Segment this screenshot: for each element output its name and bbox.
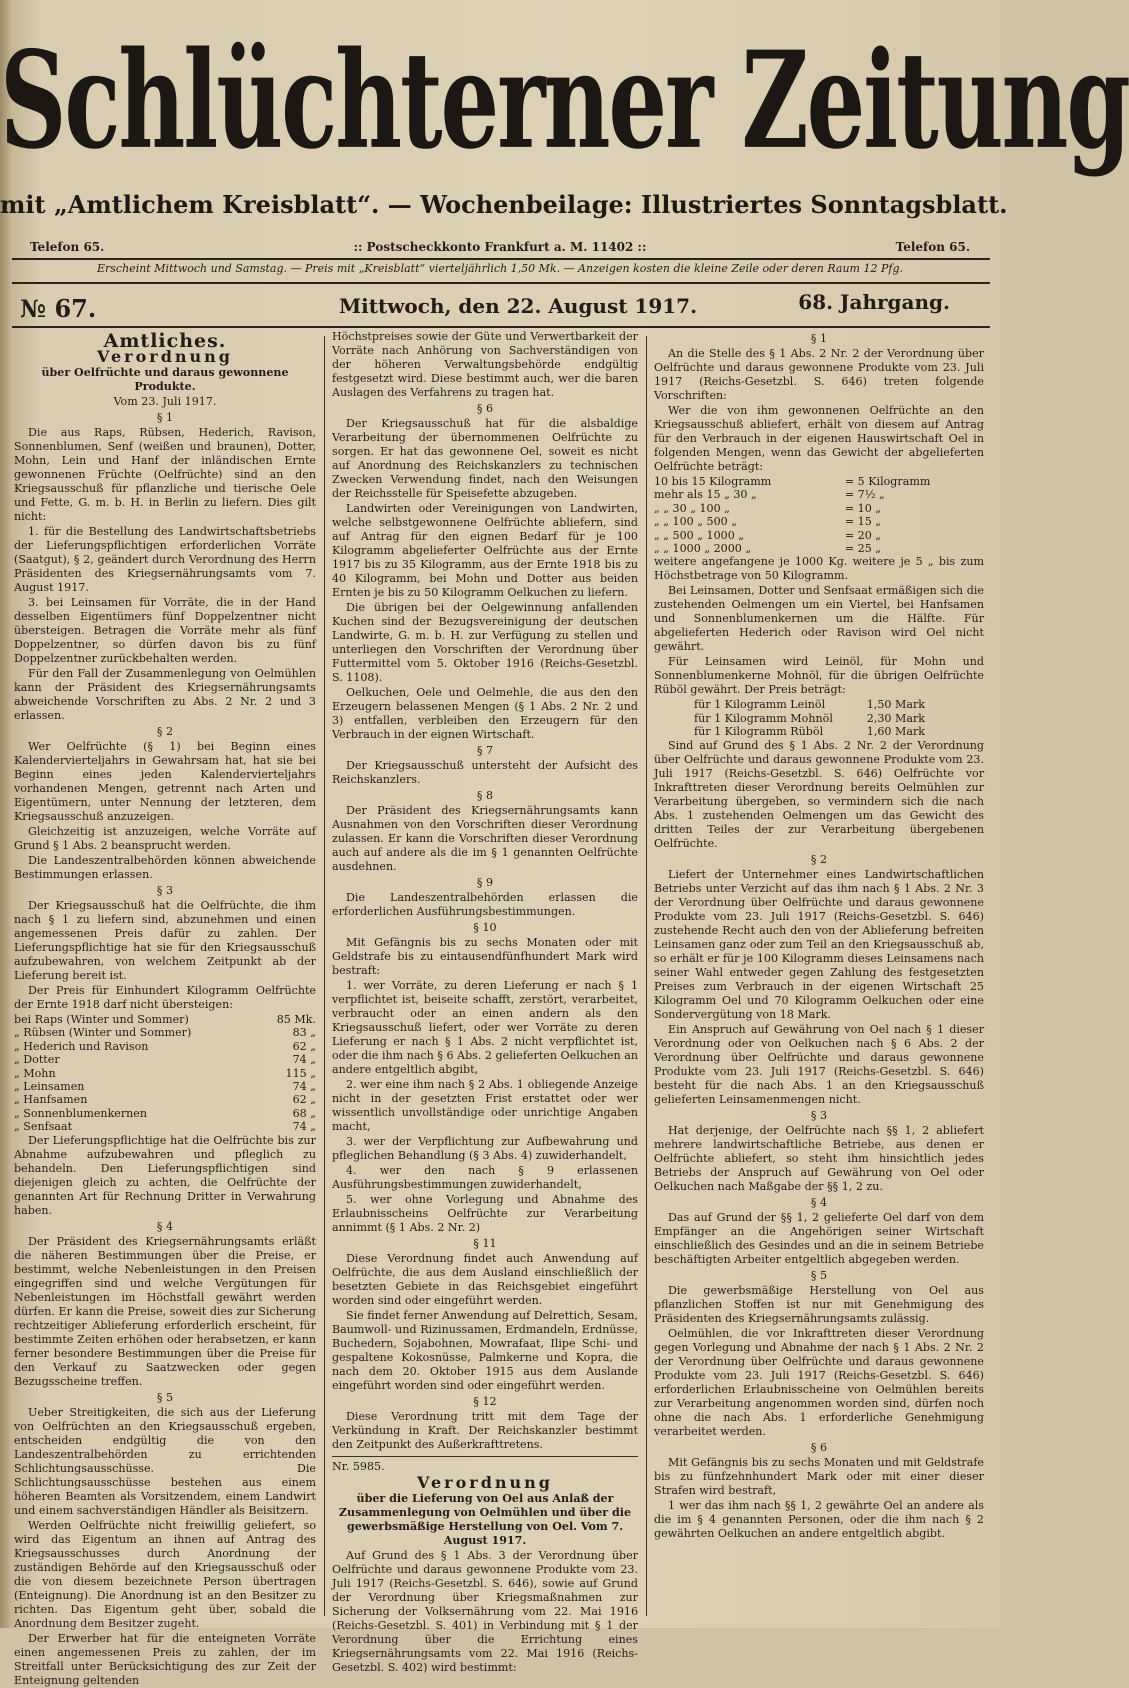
text-paragraph: Das auf Grund der §§ 1, 2 gelieferte Oel darf von dem Empfänger an die Angehörigen seiner Wirtschaft einschließlich des Gesindes und an die in seinem Betriebe beschäftigten Arbeiter entgeltlich abgegeben werden.	[654, 1210, 984, 1266]
paragraph-number: § 1	[810, 332, 828, 345]
quantity-row	[654, 475, 984, 488]
masthead	[0, 22, 1129, 179]
paragraph-number: § 5	[156, 1390, 174, 1404]
price-row	[14, 1053, 316, 1066]
paragraph-number: § 2	[156, 725, 174, 738]
text-paragraph: Mit Gefängnis bis zu sechs Monaten oder mit Geldstrafe bis zu eintausendfünfhundert Mark wird bestraft:	[332, 936, 638, 977]
column-divider	[324, 336, 325, 1616]
issue-date: Mittwoch, den 22. August 1917.	[339, 294, 698, 318]
quantity-row	[654, 515, 984, 528]
price-row	[14, 1040, 316, 1053]
text-paragraph: Der Erwerber hat für die enteigneten Vorräte einen angemessenen Preis zu zahlen, der im Streitfall unter Berücksichtigung des zur Zeit der Enteignung geltenden	[14, 1631, 316, 1687]
paragraph-number: § 6	[476, 402, 494, 415]
paragraph-number: § 2	[810, 852, 828, 866]
paragraph-number: § 6	[810, 1440, 828, 1454]
quantity-value: = 10 „	[844, 501, 882, 515]
quantity-label: „ „ 1000 „ 2000 „	[654, 542, 752, 556]
text-paragraph: 4. wer den nach § 9 erlassenen Ausführungsbestimmungen zuwiderhandelt,	[332, 1164, 638, 1191]
quantity-label: „ „ 30 „ 100 „	[654, 501, 730, 515]
paragraph-number: § 5	[810, 1268, 828, 1282]
quantity-row	[654, 488, 984, 501]
quantity-value: = 25 „	[844, 542, 882, 556]
dateline	[14, 290, 990, 324]
decree-date: Vom 23. Juli 1917.	[113, 395, 217, 408]
oil-price-value: 2,30 Mark	[866, 711, 925, 725]
price-row	[14, 1067, 316, 1080]
price-value: 74 „	[292, 1053, 316, 1067]
quantity-row	[654, 529, 984, 542]
quantity-row	[654, 542, 984, 555]
column-1	[14, 330, 316, 1687]
oil-price-label: für 1 Kilogramm Rüböl	[694, 725, 824, 739]
paragraph-number: § 10	[473, 921, 497, 934]
oil-price-row	[694, 698, 925, 711]
text-paragraph: weitere angefangene je 1000 Kg. weitere je 5 „ bis zum Höchstbetrage von 50 Kilogramm.	[654, 555, 984, 583]
quantity-value: = 15 „	[844, 515, 882, 529]
quantity-row	[654, 502, 984, 515]
paragraph-number: § 7	[476, 744, 494, 757]
price-item: „ Hanfsamen	[14, 1093, 88, 1107]
paragraph-number: § 3	[810, 1108, 828, 1122]
text-paragraph: 2. wer eine ihm nach § 2 Abs. 1 obliegende Anzeige nicht in der gesetzten Frist erstattet oder wer wissentlich unvollständige oder unrichtige Angaben macht,	[332, 1078, 638, 1133]
text-paragraph: Wer die von ihm gewonnenen Oelfrüchte an den Kriegsausschuß abliefert, erhält von diesem auf Antrag für den Verbrauch in der eigenen Hauswirtschaft Oel in folgenden Mengen, wenn das Gewicht der abgelieferten Oelfrüchte beträgt:	[654, 404, 984, 473]
price-item: „ Senfsaat	[14, 1120, 73, 1134]
price-value: 74 „	[292, 1120, 316, 1134]
price-item: „ Hederich und Ravison	[14, 1039, 149, 1053]
text-paragraph: 1. für die Bestellung des Landwirtschaftsbetriebs der Lieferungspflichtigen erforderlichen Vorräte (Saatgut), § 2, geändert durch Verordnung des Herrn Präsidenten des Kriegsernährungsamts vom 7. August 1917.	[14, 525, 316, 594]
text-paragraph: Für den Fall der Zusammenlegung von Oelmühlen kann der Präsident des Kriegsernährungsamts abweichende Vorschriften zu Abs. 2 Nr. 2 und 3 erlassen.	[14, 667, 316, 722]
text-paragraph: Für Leinsamen wird Leinöl, für Mohn und Sonnenblumenkerne Mohnöl, für die übrigen Oelfrüchte Rüböl gewährt. Der Preis beträgt:	[654, 655, 984, 697]
text-paragraph: Werden Oelfrüchte nicht freiwillig geliefert, so wird das Eigentum an ihnen auf Antrag des Kriegsausschusses durch Anordnung der zuständigen Behörde auf den Kriegsausschuß oder die von diesem bezeichnete Person übertragen (Enteignung). Die Anordnung ist an den Besitzer zu richten. Das Eigentum geht über, sobald die Anordnung dem Besitzer zugeht.	[14, 1518, 316, 1630]
decree-subject: über Oelfrüchte und daraus gewonnene Produkte.	[41, 366, 289, 393]
price-item: „ Mohn	[14, 1066, 56, 1080]
quantity-table	[654, 475, 984, 555]
text-paragraph: Oelmühlen, die vor Inkrafttreten dieser Verordnung gegen Vorlegung und Abnahme der nach § 1 Abs. 2 Nr. 2 der Verordnung über Oelfrüchte und daraus gewonnene Produkte vom 23. Juli 1917 (Reichs-Gesetzbl. S. 646) erforderlichen Erlaubnisscheine von Oelmühlen bereits zur Verarbeitung angenommen worden sind, dürfen noch ohne die nach Abs. 1 erforderliche Genehmigung verarbeitet werden.	[654, 1326, 984, 1438]
text-paragraph: An die Stelle des § 1 Abs. 2 Nr. 2 der Verordnung über Oelfrüchte und daraus gewonnene Produkte vom 23. Juli 1917 (Reichs-Gesetzbl. S. 646) treten folgende Vorschriften:	[654, 347, 984, 402]
paragraph-number: § 1	[156, 411, 174, 424]
column-divider	[646, 336, 647, 1616]
text-paragraph: Die übrigen bei der Oelgewinnung anfallenden Kuchen sind der Bezugsvereinigung der deutschen Landwirte, G. m. b. H. zur Verfügung zu stellen und unterliegen den Vorschriften der Verordnung über Futtermittel vom 5. Oktober 1916 (Reichs-Gesetzbl. S. 1108).	[332, 601, 638, 684]
price-value: 115 „	[285, 1066, 316, 1080]
oil-price-row	[694, 712, 925, 725]
text-paragraph: Bei Leinsamen, Dotter und Senfsaat ermäßigen sich die zustehenden Oelmengen um ein Viertel, bei Hanfsamen und Sonnenblumenkernen um die Hälfte. Für abgelieferten Hederich oder Ravison wird Oel nicht gewährt.	[654, 584, 984, 654]
oil-price-value: 1,50 Mark	[866, 698, 925, 712]
text-paragraph: Die Landeszentralbehörden können abweichende Bestimmungen erlassen.	[14, 854, 316, 881]
text-paragraph: Höchstpreises sowie der Güte und Verwertbarkeit der Vorräte nach Anhörung von Sachverständigen von der höheren Verwaltungsbehörde endgültig festgesetzt wird. Diese bestimmt auch, wer die baren Auslagen des Verfahrens zu tragen hat.	[332, 330, 638, 399]
paragraph-number: § 3	[156, 884, 174, 897]
quantity-label: „ „ 100 „ 500 „	[654, 515, 737, 529]
quantity-label: 10 bis 15 Kilogramm	[654, 475, 772, 488]
paragraph-number: § 4	[156, 1219, 174, 1233]
quantity-value: = 20 „	[844, 528, 882, 542]
publication-notice: Erscheint Mittwoch und Samstag. — Preis mit „Kreisblatt“ vierteljährlich 1,50 Mk. — Anzeigen kosten die kleine Zeile oder deren Raum 12 Pfg.	[97, 262, 903, 275]
price-value: 68 „	[292, 1106, 316, 1120]
text-paragraph: Ueber Streitigkeiten, die sich aus der Lieferung von Oelfrüchten an den Kriegsausschuß ergeben, entscheiden endgültig die von den Landeszentralbehörden zu errichtenden Schlichtungsausschüsse. Die Schlichtungsausschüsse bestehen aus einem höheren Beamten als Vorsitzendem, einem Landwirt und einem sachverständigen Händler als Beisitzern.	[14, 1405, 316, 1517]
column-3	[654, 330, 984, 1620]
text-paragraph: Der Kriegsausschuß hat für die alsbaldige Verarbeitung der übernommenen Oelfrüchte zu sorgen. Er hat das gewonnene Oel, soweit es nicht auf Anordnung des Reichskanzlers zu technischen Zwecken Verwendung findet, nach den Weisungen der Reichsstelle für Speisefette abzugeben.	[332, 417, 638, 500]
newspaper-title: Schlüchterner Zeitung	[0, 22, 1129, 179]
price-item: „ Sonnenblumenkernen	[14, 1106, 148, 1120]
text-paragraph: 1. wer Vorräte, zu deren Lieferung er nach § 1 verpflichtet ist, beiseite schafft, zerstört, verarbeitet, verbraucht oder an einen andern als den Kriegsausschuß liefert, oder wer Vorräte zu deren Lieferung er nach § 1 Abs. 2 nicht verpflichtet ist, oder die ihm nach § 6 Abs. 2 gelieferten Oelkuchen an andere entgeltlich abgibt,	[332, 979, 638, 1076]
text-paragraph: Die Landeszentralbehörden erlassen die erforderlichen Ausführungsbestimmungen.	[332, 891, 638, 918]
price-row	[14, 1120, 316, 1133]
text-paragraph: Wer Oelfrüchte (§ 1) bei Beginn eines Kalendervierteljahrs in Gewahrsam hat, hat sie bei Beginn eines jeden Kalendervierteljahrs vorhandenen Mengen, getrennt nach Arten und Eigentümern, unter Nennung der letzteren, dem Kriegsausschuß anzuzeigen.	[14, 740, 316, 823]
section-heading: Amtliches.	[103, 330, 227, 352]
text-paragraph: Mit Gefängnis bis zu sechs Monaten und mit Geldstrafe bis zu fünfzehnhundert Mark oder mit einer dieser Strafen wird bestraft,	[654, 1455, 984, 1497]
price-item: „ Rübsen (Winter und Sommer)	[14, 1026, 192, 1040]
price-row	[14, 1013, 316, 1026]
paragraph-number: § 11	[473, 1237, 497, 1250]
text-paragraph: 5. wer ohne Vorlegung und Abnahme des Erlaubnisscheins Oelfrüchte zur Verarbeitung annimmt (§ 1 Abs. 2 Nr. 2)	[332, 1193, 638, 1234]
issue-number: № 67.	[20, 294, 97, 323]
text-paragraph: Sie findet ferner Anwendung auf Delrettich, Sesam, Baumwoll- und Rizinussamen, Erdmandeln, Erdnüsse, Buchedern, Sojabohnen, Mowrafaat, Ilipe Schi- und gespaltene Kokosnüsse, Palmkerne und Kopra, die nach dem 20. Oktober 1915 aus dem Auslande eingeführt worden sind oder eingeführt werden.	[332, 1309, 638, 1392]
masthead-rule-bottom	[12, 282, 990, 284]
price-item: „ Leinsamen	[14, 1080, 85, 1094]
quantity-value: = 5 Kilogramm	[844, 475, 931, 488]
paragraph-number: § 12	[473, 1395, 497, 1408]
price-value: 74 „	[292, 1080, 316, 1094]
text-paragraph: Oelkuchen, Oele und Oelmehle, die aus den den Erzeugern belassenen Mengen (§ 1 Abs. 2 Nr. 2 und 3) entfallen, verbleiben den Erzeugern für den Verbrauch in der eignen Wirtschaft.	[332, 686, 638, 741]
quantity-value: = 7½ „	[844, 488, 885, 502]
price-row	[14, 1080, 316, 1093]
oil-price-row	[694, 725, 925, 738]
price-table	[14, 1013, 316, 1134]
volume-year: 68. Jahrgang.	[798, 290, 950, 314]
oil-price-label: für 1 Kilogramm Mohnöl	[694, 711, 833, 725]
price-item: „ Dotter	[14, 1053, 60, 1067]
phone-left: Telefon 65.	[30, 240, 105, 254]
text-paragraph: 1 wer das ihm nach §§ 1, 2 gewährte Oel an andere als die im § 4 genannten Personen, oder die ihm nach § 2 gewährten Oelkuchen an andere entgeltlich abgibt.	[654, 1498, 984, 1540]
text-paragraph: Diese Verordnung tritt mit dem Tage der Verkündung in Kraft. Der Reichskanzler bestimmt den Zeitpunkt des Außerkrafttretens.	[332, 1410, 638, 1451]
paragraph-number: § 9	[476, 876, 494, 889]
text-paragraph: Der Präsident des Kriegsernährungsamts kann Ausnahmen von den Vorschriften dieser Verordnung zulassen. Er kann die Vorschriften dieser Verordnung auch auf andere als die im § 1 genannten Oelfrüchte ausdehnen.	[332, 804, 638, 873]
text-paragraph: Der Lieferungspflichtige hat die Oelfrüchte bis zur Abnahme aufzubewahren und pfleglich zu behandeln. Den Lieferungspflichtigen sind diejenigen gleich zu achten, die Oelfrüchte der genannten Art für Rechnung Dritter in Verwahrung haben.	[14, 1133, 316, 1217]
price-row	[14, 1107, 316, 1120]
paragraph-number: § 8	[476, 789, 494, 802]
text-paragraph: Die aus Raps, Rübsen, Hederich, Ravison, Sonnenblumen, Senf (weißen und braunen), Dotter, Mohn, Lein und Hanf der inländischen Ernte gewonnenen Früchte (Oelfrüchte) sind an den Kriegsausschuß für pflanzliche und tierische Oele und Fette, G. m. b. H. in Berlin zu liefern. Dies gilt nicht:	[14, 426, 316, 523]
text-paragraph: Der Kriegsausschuß untersteht der Aufsicht des Reichskanzlers.	[332, 759, 638, 786]
text-paragraph: Diese Verordnung findet auch Anwendung auf Oelfrüchte, die aus dem Ausland einschließlich der besetzten Gebiete in das Reichsgebiet eingeführt worden sind oder eingeführt werden.	[332, 1252, 638, 1307]
decree-number: Nr. 5985.	[332, 1456, 638, 1474]
page-edge	[0, 0, 12, 1628]
price-value: 85 Mk.	[276, 1013, 316, 1026]
price-value: 83 „	[292, 1026, 316, 1040]
postal-account: :: Postscheckkonto Frankfurt a. M. 11402 ::	[353, 240, 647, 254]
text-paragraph: Ein Anspruch auf Gewährung von Oel nach § 1 dieser Verordnung oder von Oelkuchen nach § 6 Abs. 2 der Verordnung über Oelfrüchte und daraus gewonnene Produkte vom 23. Juli 1917 (Reichs-Gesetzbl. S. 646) besteht für die nach Abs. 1 an den Kriegsausschuß gelieferten Leinsamenmengen nicht.	[654, 1022, 984, 1106]
text-paragraph: Auf Grund des § 1 Abs. 3 der Verordnung über Oelfrüchte und daraus gewonnene Produkte vom 23. Juli 1917 (Reichs-Gesetzbl. S. 646), sowie auf Grund der Verordnung über Kriegsmaßnahmen zur Sicherung der Volksernährung vom 22. Mai 1916 (Reichs-Gesetzbl. S. 401) in Verbindung mit § 1 der Verordnung über die Errichtung eines Kriegsernährungsamts vom 22. Mai 1916 (Reichs-Gesetzbl. S. 402) wird bestimmt:	[332, 1549, 638, 1674]
masthead-info	[30, 240, 970, 254]
phone-right: Telefon 65.	[895, 240, 970, 254]
decree-title: Verordnung	[97, 347, 233, 366]
text-paragraph: Sind auf Grund des § 1 Abs. 2 Nr. 2 der Verordnung über Oelfrüchte und daraus gewonnene Produkte vom 23. Juli 1917 (Reichs-Gesetzbl. S. 646) Oelfrüchte vor Inkrafttreten dieser Verordnung bereits Oelmühlen zur Verarbeitung übergeben, so vermindern sich die nach Abs. 1 zustehenden Oelmengen um das Gewicht des dritten Teiles der zur Verarbeitung übergebenen Oelfrüchte.	[654, 738, 984, 850]
masthead-subtitle: mit „Amtlichem Kreisblatt“. — Wochenbeilage: Illustriertes Sonntagsblatt.	[0, 190, 1008, 219]
price-row	[14, 1093, 316, 1106]
price-row	[14, 1026, 316, 1039]
price-value: 62 „	[292, 1093, 316, 1107]
decree-subject: über die Lieferung von Oel aus Anlaß der Zusammenlegung von Oelmühlen und über die gewerbsmäßige Herstellung von Oel. Vom 7. August 1917.	[338, 1492, 632, 1547]
oil-price-value: 1,60 Mark	[866, 725, 925, 739]
paragraph-number: § 4	[810, 1195, 828, 1209]
dateline-rule	[12, 326, 990, 328]
decree-title: Verordnung	[417, 1473, 553, 1492]
text-paragraph: Landwirten oder Vereinigungen von Landwirten, welche selbstgewonnene Oelfrüchte abliefern, sind auf Antrag für den eignen Bedarf für je 100 Kilogramm abgelieferter Oelfrüchte aus der Ernte 1917 bis zu 35 Kilogramm, aus der Ernte 1918 bis zu 40 Kilogramm, bei Mohn und Dotter aus beiden Ernten je bis zu 50 Kilogramm Oelkuchen zu liefern.	[332, 502, 638, 599]
text-paragraph: Der Kriegsausschuß hat die Oelfrüchte, die ihm nach § 1 zu liefern sind, abzunehmen und einen angemessenen Preis dafür zu zahlen. Der Lieferungspflichtige hat sie für den Kriegsausschuß aufzubewahren, von welchem Zeitpunkt ab der Lieferung bereit ist.	[14, 899, 316, 982]
text-paragraph: 3. bei Leinsamen für Vorräte, die in der Hand desselben Eigentümers fünf Doppelzentner nicht übersteigen. Betragen die Vorräte mehr als fünf Doppelzentner, so dürfen davon bis zu fünf Doppelzentner zurückbehalten werden.	[14, 596, 316, 665]
price-value: 62 „	[292, 1039, 316, 1053]
price-item: bei Raps (Winter und Sommer)	[14, 1013, 189, 1026]
masthead-rule-top	[12, 258, 990, 260]
text-paragraph: Der Preis für Einhundert Kilogramm Oelfrüchte der Ernte 1918 darf nicht übersteigen:	[14, 984, 316, 1011]
oil-price-label: für 1 Kilogramm Leinöl	[694, 698, 826, 712]
text-paragraph: Der Präsident des Kriegsernährungsamts erläßt die näheren Bestimmungen über die Preise, er bestimmt, welche Nebenleistungen in den Preisen eingegriffen sind und welche Vergütungen für Nebenleistungen im Höchstfall gewährt werden dürfen. Er kann die Preise, soweit dies zur Sicherung rechtzeitiger Ablieferung erforderlich erscheint, für bestimmte Zeiten erhöhen oder herabsetzen, er kann ferner besondere Bestimmungen über die Preise für den Verkauf zu Saatzwecken oder gegen Bezugsscheine treffen.	[14, 1234, 316, 1388]
text-paragraph: Gleichzeitig ist anzuzeigen, welche Vorräte auf Grund § 1 Abs. 2 beansprucht werden.	[14, 825, 316, 852]
text-paragraph: Die gewerbsmäßige Herstellung von Oel aus pflanzlichen Stoffen ist nur mit Genehmigung des Präsidenten des Kriegsernährungsamts zulässig.	[654, 1283, 984, 1325]
quantity-label: mehr als 15 „ 30 „	[654, 488, 757, 502]
text-paragraph: 3. wer der Verpflichtung zur Aufbewahrung und pfleglichen Behandlung (§ 3 Abs. 4) zuwiderhandelt,	[332, 1135, 638, 1162]
text-paragraph: Hat derjenige, der Oelfrüchte nach §§ 1, 2 abliefert mehrere landwirtschaftliche Betriebe, aus denen er Oelfrüchte abliefert, so steht ihm hinsichtlich jedes Betriebs der Anspruch auf Gewährung von Oel oder Oelkuchen nach Maßgabe der §§ 1, 2 zu.	[654, 1123, 984, 1193]
columns	[14, 330, 990, 1687]
oil-price-table	[694, 698, 925, 738]
quantity-label: „ „ 500 „ 1000 „	[654, 528, 745, 542]
column-2	[332, 330, 638, 1674]
text-paragraph: Liefert der Unternehmer eines Landwirtschaftlichen Betriebs unter Verzicht auf das ihm nach § 1 Abs. 2 Nr. 3 der Verordnung über Oelfrüchte und daraus gewonnene Produkte vom 23. Juli 1917 (Reichs-Gesetzbl. S. 646) zustehende Recht auch den von der Ablieferung befreiten Leinsamen ganz oder zum Teil an den Kriegsausschuß ab, so erhält er für je 100 Kilogramm dieses Leinsamens nach seiner Wahl entweder gegen Zahlung des festgesetzten Preises zum Verbrauch in der eigenen Wirtschaft 25 Kilogramm Oel und 70 Kilogramm Oelkuchen oder eine Sondervergütung von 18 Mark.	[654, 867, 984, 1021]
